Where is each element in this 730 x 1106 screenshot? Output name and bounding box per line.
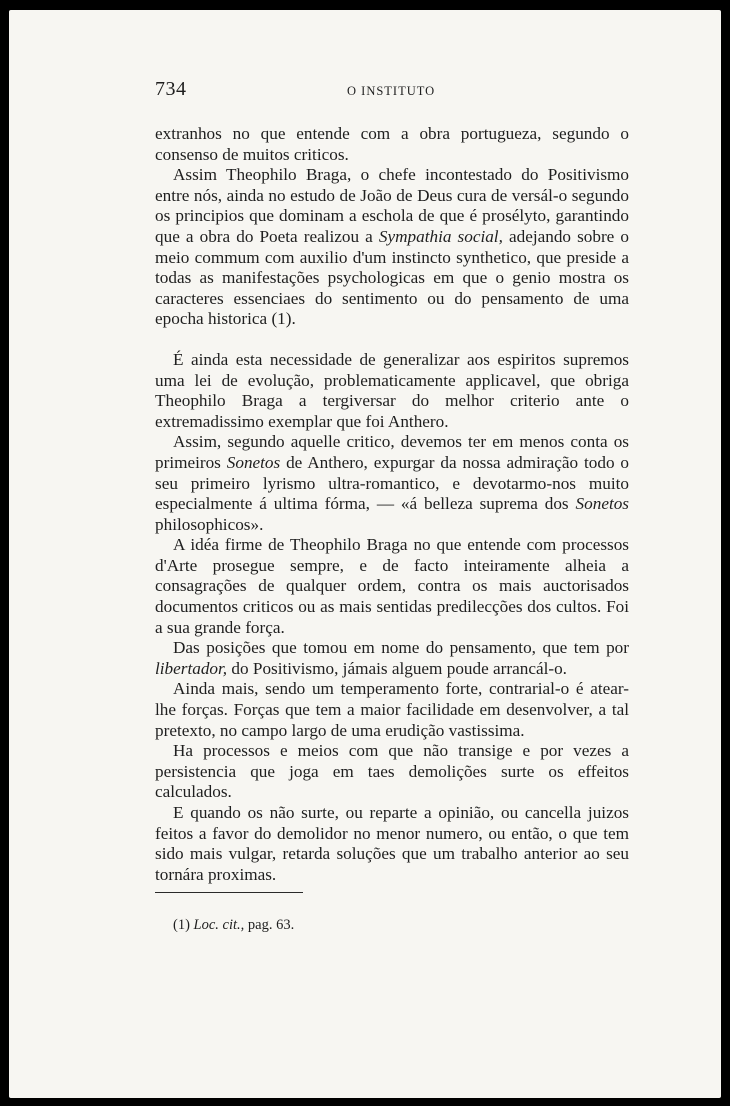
footnote-citation: Loc. cit., [193, 917, 245, 933]
footnote-page: pag. 63. [244, 917, 295, 933]
paragraph-5: A idéa firme de Theophilo Braga no que entende com processos d'Arte prosegue sempre, e de facto inteiramente alheia a consagrações de qualquer ordem, contra os mais auctorisados documentos criticos ou as mais sentidas predilecções dos cultos. Foi a sua grande força. [155, 535, 629, 637]
body-text [155, 124, 629, 885]
running-head: O INSTITUTO [347, 84, 436, 98]
paragraph-8: Ha processos e meios com que não transige e por vezes a persistencia que joga em taes demolições surte os effeitos calculados. [155, 741, 629, 802]
paragraph-9: E quando os não surte, ou reparte a opinião, ou cancella juizos feitos a favor do demolidor no menor numero, ou então, o que tem sido mais vulgar, retarda soluções que um trabalho anterior ao seu tornára proximas. [155, 803, 629, 884]
paragraph-6: Das posições que tomou em nome do pensamento, que tem por libertador, do Positivismo, jámais alguem poude arrancál-o. [155, 638, 629, 678]
paragraph-3: É ainda esta necessidade de generalizar aos espiritos supremos uma lei de evolução, problematicamente applicavel, que obriga Theophilo Braga a tergiversar do melhor criterio ante o extremadissimo exemplar que foi Anthero. [155, 349, 629, 431]
page-header [155, 78, 623, 104]
page-number: 734 [155, 78, 187, 100]
paragraph-2: Assim Theophilo Braga, o chefe incontestado do Positivismo entre nós, ainda no estudo de João de Deus cura de versál-o segundo os principios que dominam a eschola de que é prosélyto, garantindo que a obra do Poeta realizou a Sympathia social, adejando sobre o meio commum com auxilio d'um instincto synthetico, que preside a todas as manifestações psychologicas em que o genio mostra os caracteres essenciaes do sentimento ou do pensamento de uma epocha historica (1). [155, 165, 629, 329]
paragraph-4: Assim, segundo aquelle critico, devemos ter em menos conta os primeiros Sonetos de Anthero, expurgar da nossa admiração todo o seu primeiro lyrismo ultra-romantico, e devotarmo-nos muito especialmente á ultima fórma, — «á belleza suprema dos Sonetos philosophicos». [155, 432, 630, 534]
footnote [173, 917, 294, 934]
footnote-rule [155, 892, 303, 893]
footnote-marker: (1) [173, 917, 190, 933]
paragraph-7: Ainda mais, sendo um temperamento forte, contrarial-o é atear-lhe forças. Forças que tem a maior facilidade em desenvolver, a tal pretexto, no campo largo de uma erudição vastissima. [155, 679, 629, 740]
paragraph-1: extranhos no que entende com a obra portugueza, segundo o consenso de muitos criticos. [155, 124, 629, 164]
